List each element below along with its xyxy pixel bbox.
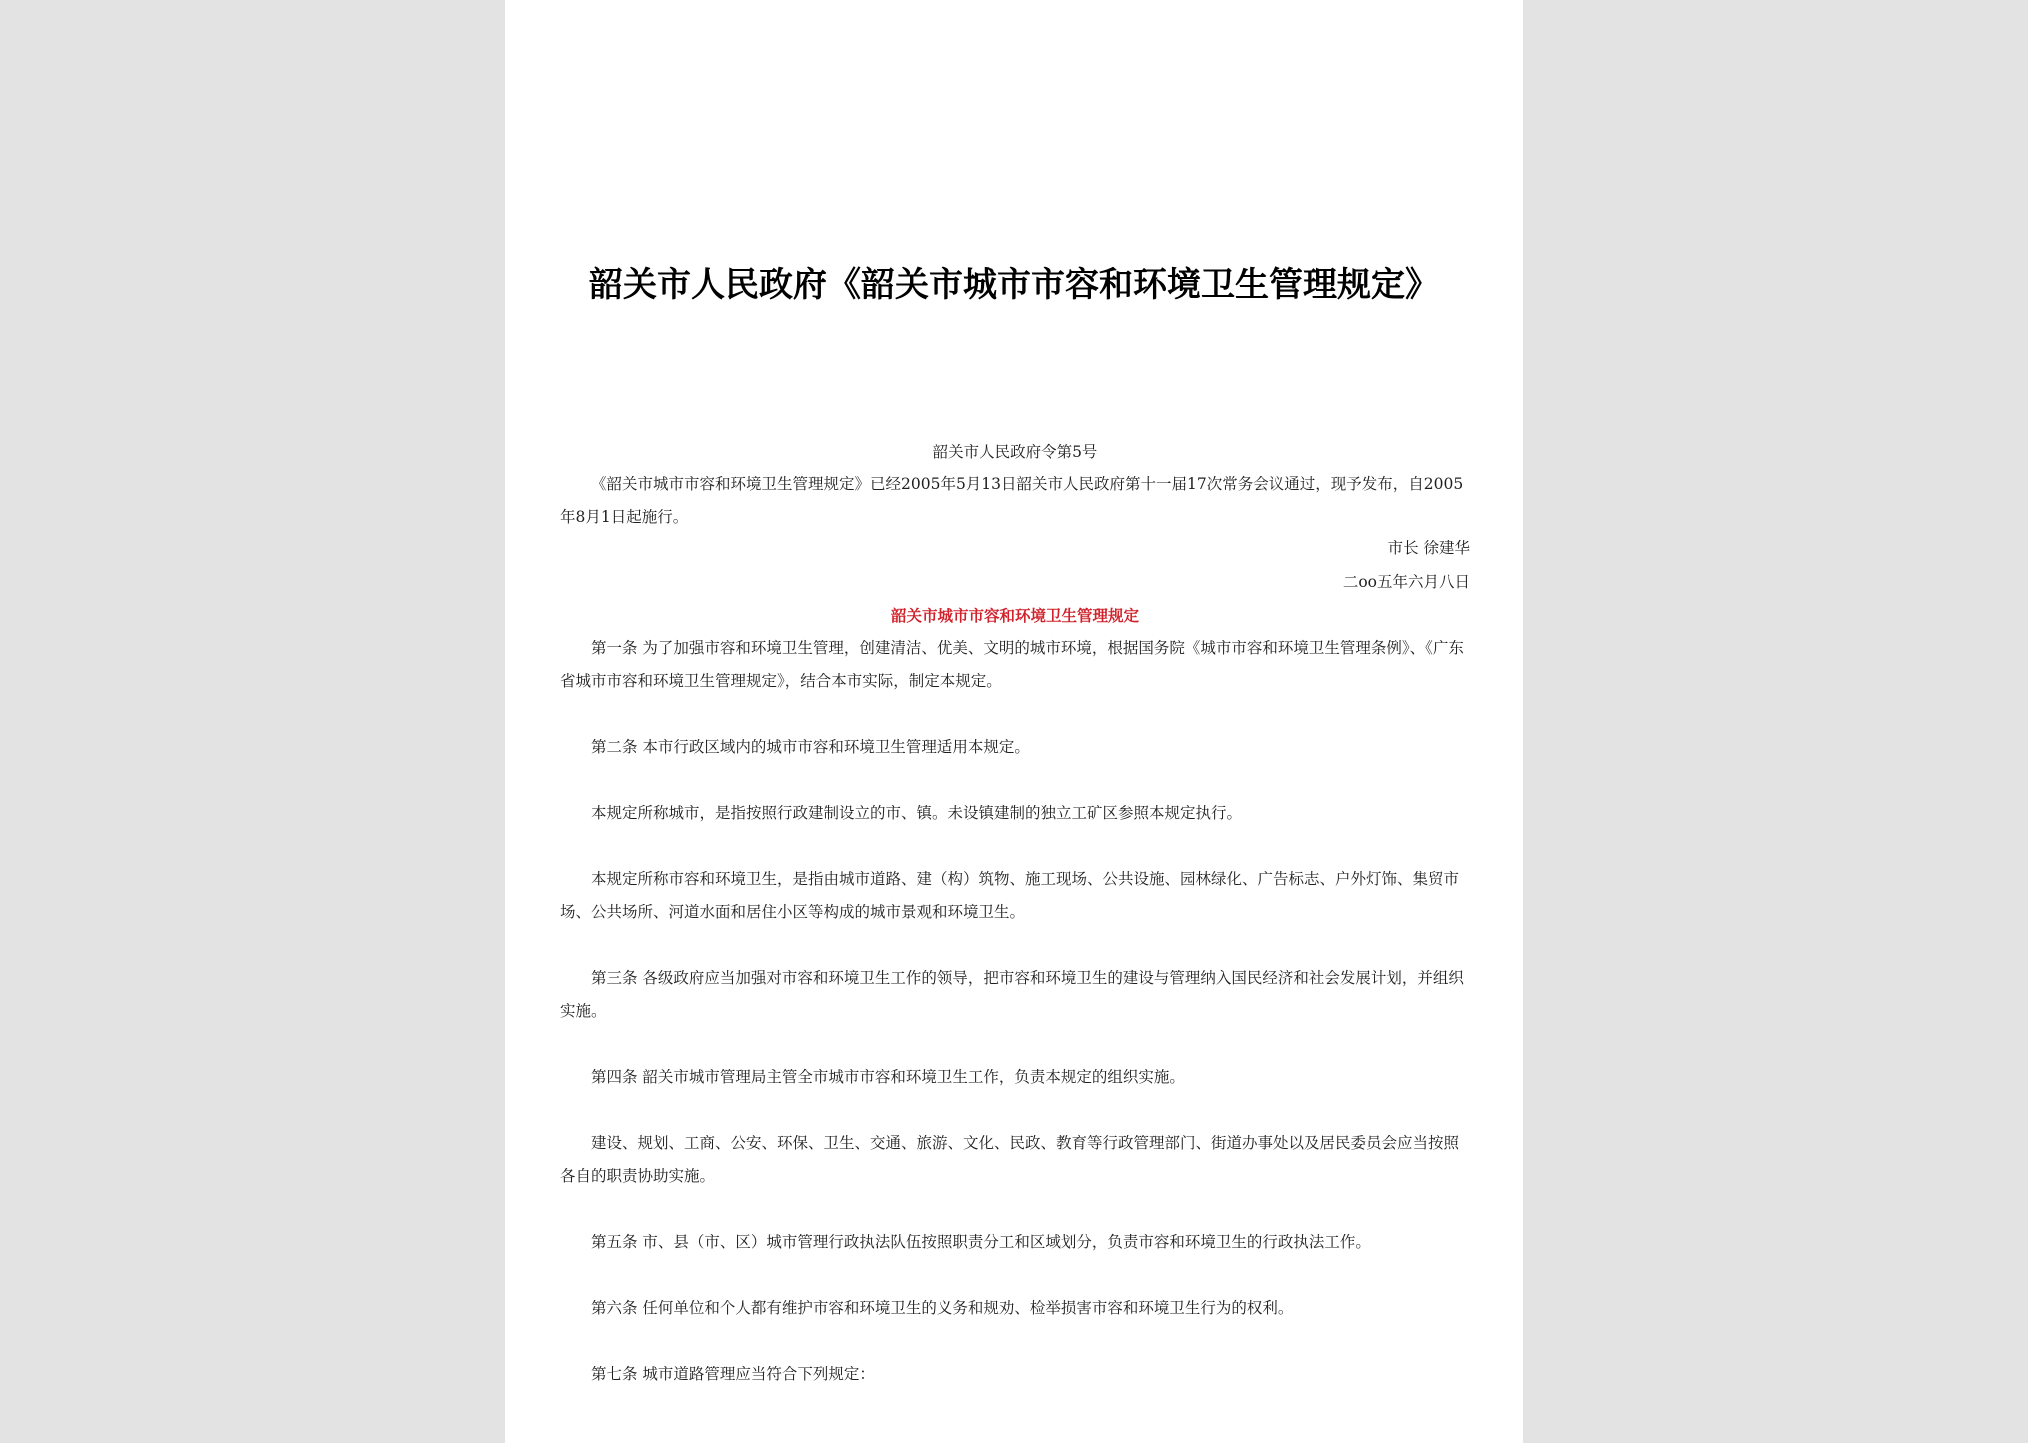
article-2-city-definition: 本规定所称城市，是指按照行政建制设立的市、镇。未设镇建制的独立工矿区参照本规定执行。 [591, 804, 1243, 822]
document-page [505, 0, 1523, 1443]
article-3: 第三条 各级政府应当加强对市容和环境卫生工作的领导，把市容和环境卫生的建设与管理纳入国民经济和社会发展计划，并组织实施。 [560, 969, 1464, 1020]
article-5: 第五条 市、县（市、区）城市管理行政执法队伍按照职责分工和区域划分，负责市容和环境卫生的行政执法工作。 [591, 1233, 1371, 1251]
article-4: 第四条 韶关市城市管理局主管全市城市市容和环境卫生工作，负责本规定的组织实施。 [591, 1068, 1185, 1086]
article-2-sanitation-definition: 本规定所称市容和环境卫生，是指由城市道路、建（构）筑物、施工现场、公共设施、园林绿化、广告标志、户外灯饰、集贸市场、公共场所、河道水面和居住小区等构成的城市景观和环境卫生。 [560, 870, 1460, 921]
article-4-departments: 建设、规划、工商、公安、环保、卫生、交通、旅游、文化、民政、教育等行政管理部门、街道办事处以及居民委员会应当按照各自的职责协助实施。 [560, 1134, 1460, 1185]
order-number: 韶关市人民政府令第5号 [932, 443, 1098, 461]
regulation-heading: 韶关市城市市容和环境卫生管理规定 [890, 606, 1139, 625]
article-7: 第七条 城市道路管理应当符合下列规定： [591, 1365, 875, 1383]
signature: 市长 徐建华 [1387, 539, 1470, 557]
issue-date: 二oo五年六月八日 [1342, 573, 1470, 591]
article-6: 第六条 任何单位和个人都有维护市容和环境卫生的义务和规劝、检举损害市容和环境卫生行为的权利。 [591, 1299, 1294, 1317]
article-1: 第一条 为了加强市容和环境卫生管理，创建清洁、优美、文明的城市环境，根据国务院《城市市容和环境卫生管理条例》、《广东省城市市容和环境卫生管理规定》，结合本市实际，制定本规定。 [560, 639, 1464, 690]
article-2: 第二条 本市行政区域内的城市市容和环境卫生管理适用本规定。 [591, 738, 1030, 756]
document-title: 韶关市人民政府《韶关市城市市容和环境卫生管理规定》 [589, 265, 1439, 305]
promulgation-paragraph: 《韶关市城市市容和环境卫生管理规定》已经2005年5月13日韶关市人民政府第十一届17次常务会议通过，现予发布，自2005年8月1日起施行。 [560, 475, 1464, 526]
